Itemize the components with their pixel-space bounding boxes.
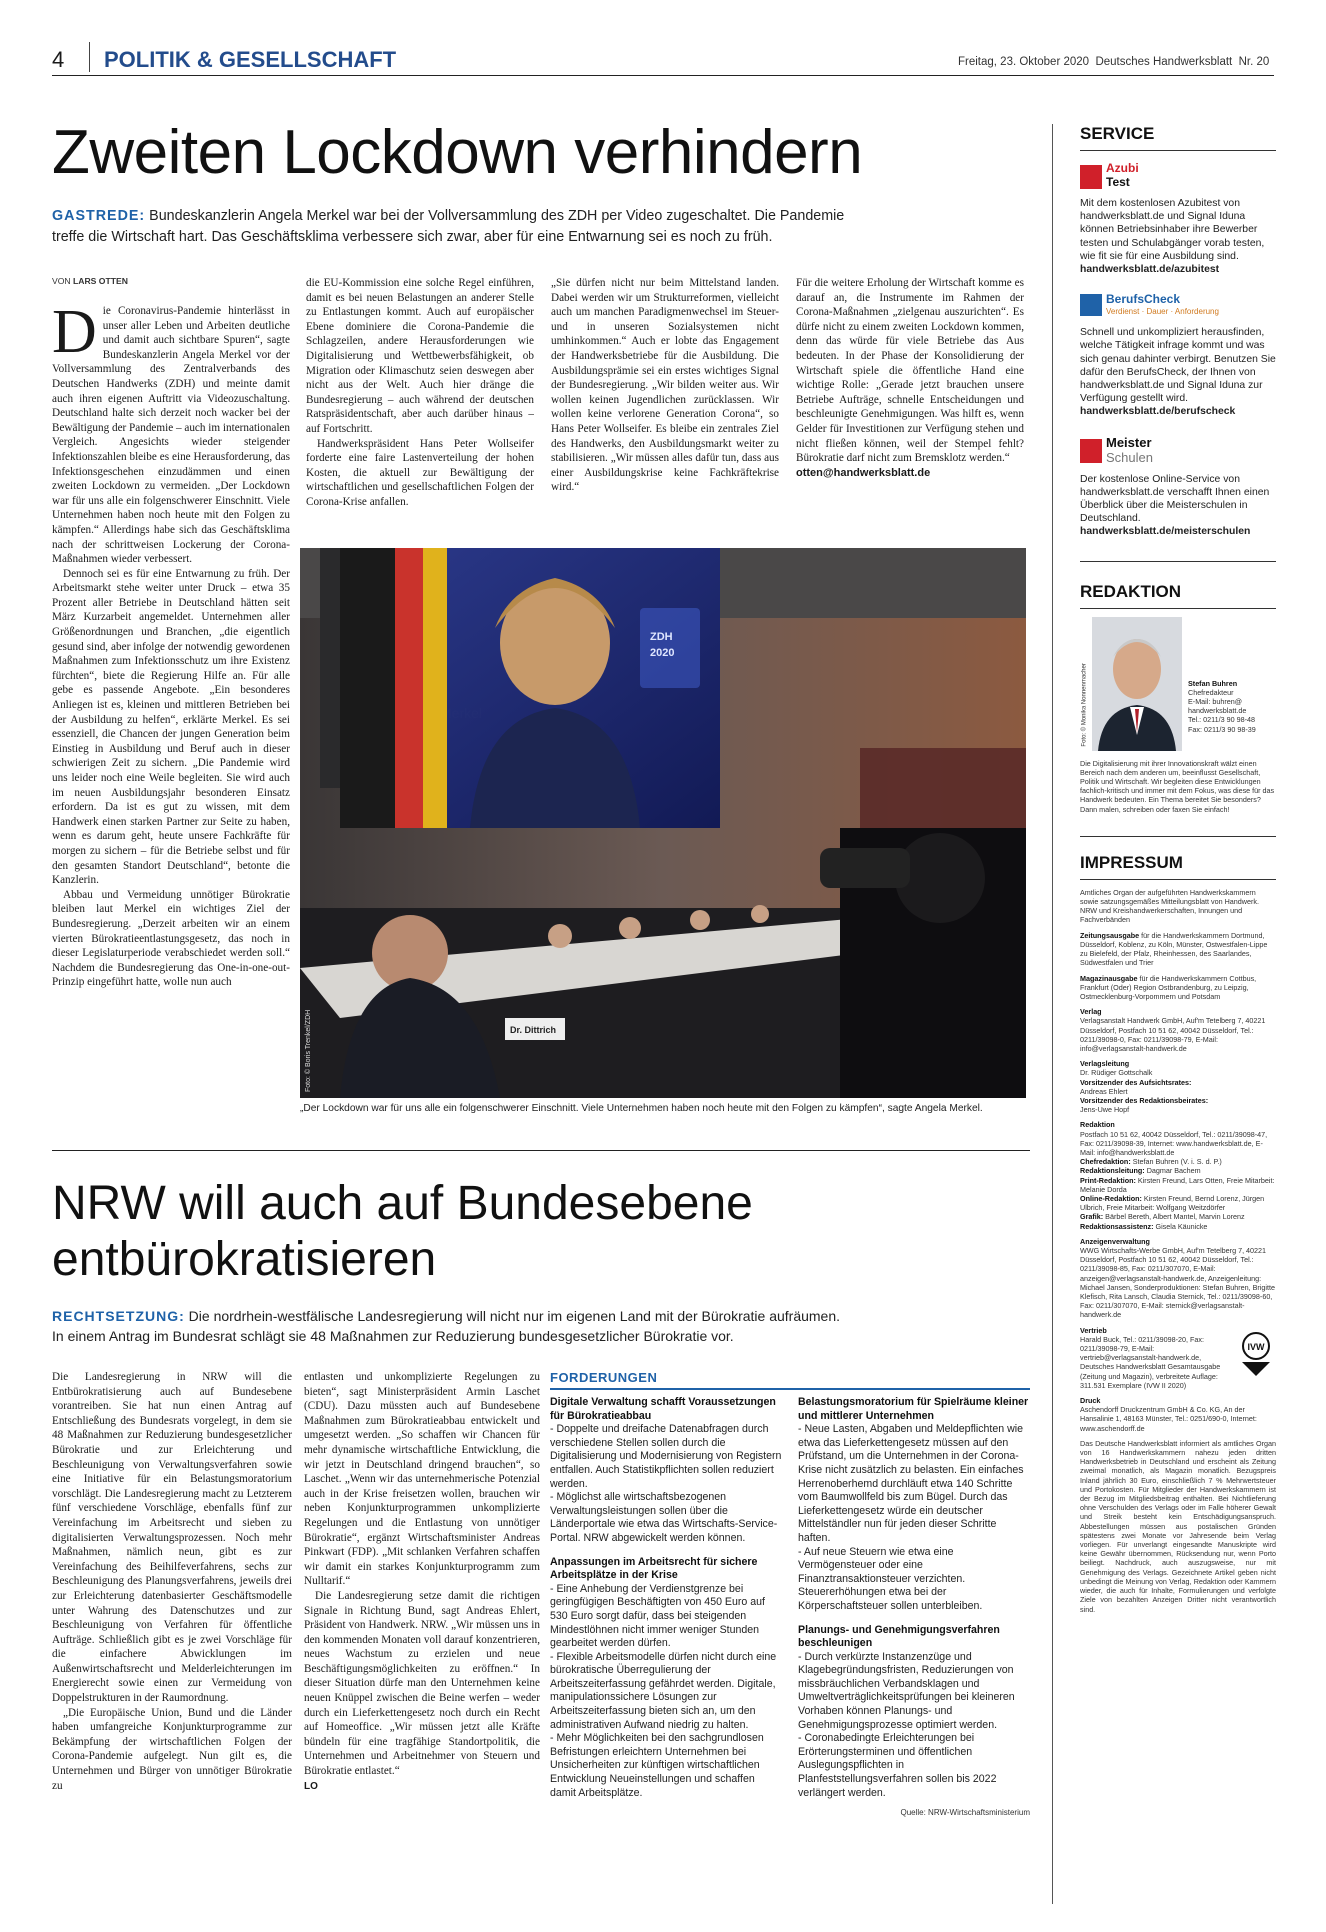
article2-col1-p2: „Die Europäische Union, Bund und die Länder haben umfangreiche Konjunkturprogramme zur Bekämpfung der wirtschaftlichen Folgen der Corona-Pandemie aufgelegt. Nun gilt es, die Unternehmen und Bürger von unnötiger Bürokratie zu	[52, 1706, 292, 1792]
azubi-logo-text1: Azubi	[1106, 161, 1139, 175]
forderungen-title: FORDERUNGEN	[550, 1370, 1030, 1390]
service-rule	[1080, 150, 1276, 151]
imp-beirat	[1080, 1096, 1276, 1114]
article1-col2-p1: die EU-Kommission eine solche Regel einführen, damit es bei neuen Belastungen an anderer Stelle zu Entlastungen kommt. Auch auf europäischer Ebene dominiere die Corona-Pandemie die Schlagzeilen, andere Herausforderungen wie Digitalisierung und Wettbewerbsfähigkeit, ob Migration oder Klimaschutz seien deswegen aber nicht aus der Welt. Auch hier dränge die Bundesregierung – auch während der deutschen Ratspräsidentschaft, aber auch darüber hinaus – auf Fortschritt.	[306, 277, 534, 435]
article1-col1-p2: Dennoch sei es für eine Entwarnung zu früh. Der Arbeitsmarkt stehe weiter unter Druck – etwa 35 Prozent aller Betriebe in Deutschland hätten seit März Kurzarbeit angemeldet. Unternehmen aller Größenordnungen und Branchen, „die eigentlich gesund sind, aber infolge der notwendig gewordenen Maßnahmen zum Infektionsschutz um ihre Existenz fürchten“, biete die Regierung Hilfe an. Für alle gebe es passende Angebote. „Ein besonderes Anliegen ist es, kleinen und mittleren Betrieben bei der Ausbildung zu helfen“, erklärte Merkel. Es sei essenziell, die Chancen der jungen Generation beim Einstieg in Ausbildung und Beruf auch in dieser schwierigen Zeit zu sichern. „Die Pandemie wird uns leider noch eine Weile begleiten. Sie wird auch im neuen Ausbildungsjahr besonderen Einsatz erfordern. Da ist es gut zu wissen, mit dem Handwerk einen starken Partner zur Seite zu haben, wenn es darum geht, heute unsere Fachkräfte für morgen zu sichern – für die Betriebe selbst und für den gesamten Standort Deutschland“, betonte die Kanzlerin.	[52, 567, 290, 887]
article1-col4-p1: Für die weitere Erholung der Wirtschaft komme es darauf an, die Instrumente im Rahmen der Corona-Maßnahmen „zielgenau auszurichten“. Es dürfe nicht zu einem zweiten Lockdown kommen, denn das würde für viele Betriebe das Aus bedeuten. In der Phase der Konsolidierung der Wirtschaft spiele die öffentliche Hand eine wichtige Rolle: „Gerade jetzt brauchen unsere Betriebe Aufträge, schnelle Entscheidungen und beschleunigte Genehmigungen. Was hilft es, wenn Gelder für Investitionen zur Verfügung stehen und nicht fließen können, weil der Stempel fehlt? Bürokratie darf nicht zum Bremsklotz werden.“	[796, 277, 1024, 465]
berufs-logo	[1080, 292, 1276, 322]
imp-chef-h: Chefredaktion:	[1080, 1157, 1131, 1167]
imp-intro: Amtliches Organ der aufgeführten Handwerkskammern sowie satzungsgemäßes Mitteilungsblatt von Handwerk. NRW und Kreishandwerkerschaften, Innungen und Fachverbänden	[1080, 887, 1259, 925]
right-bullet-2: - Auf neue Steuern wie etwa eine Vermögensteuer oder eine Finanztransaktionsteuer verzichten. Steuererhöhungen etwa bei der Körperschaftsteuer sollen unterbleiben.	[798, 1545, 983, 1612]
right-bullet-3: - Durch verkürzte Instanzenzüge und Klagebegründungsfristen, Reduzierungen von missbräuchlichen Verbandsklagen und Umweltverträglichkeitsprüfungen bei kleineren Vorhaben können Planungs- und Genehmigungsprozesse optimiert werden.	[798, 1650, 1015, 1731]
imp-verlag	[1080, 1007, 1276, 1053]
imp-leitung-h: Verlagsleitung	[1080, 1059, 1130, 1069]
imp-chef	[1080, 1157, 1276, 1166]
article1-col2-p2: Handwerkspräsident Hans Peter Wollseifer forderte eine faire Lastenverteilung der hohen Kosten, die aktuell zur Bewältigung der wirtschaftlichen und gesellschaftlichen Folgen der Corona-Krise anfallen.	[306, 437, 534, 508]
screen-logo-2: 2020	[650, 647, 675, 659]
article2-kicker: RECHTSETZUNG:	[52, 1308, 185, 1324]
editor-tel: Tel.: 0211/3 90 98-48	[1188, 715, 1255, 725]
article2-col2	[304, 1370, 540, 1900]
sidebar-divider	[1052, 124, 1053, 1904]
editor-info	[1188, 679, 1276, 734]
imp-druck	[1080, 1396, 1276, 1433]
page-number: 4	[52, 47, 65, 72]
left-bullet-3: - Eine Anhebung der Verdienstgrenze bei geringfügigen Beschäftigten von 450 Euro auf 530 Euro sorgt dafür, dass bei steigenden Mindestlöhnen nicht immer weniger Stunden gearbeitet werden dürfen.	[550, 1582, 765, 1650]
imp-ver-h: Vertrieb	[1080, 1325, 1107, 1335]
author-email[interactable]: otten@handwerksblatt.de	[796, 466, 931, 479]
article1-col3	[551, 276, 779, 538]
imp-red-text: Postfach 10 51 62, 40042 Düsseldorf, Tel.: 0211/39098-47, Fax: 0211/39098-39, Internet: www.handwerksblatt.de, E-Mail: info@handwerksblatt.de	[1080, 1129, 1268, 1157]
imp-beirat-text: Jens-Uwe Hopf	[1080, 1105, 1130, 1115]
lead-kicker: GASTREDE:	[52, 208, 146, 224]
meister-logo-text2: Schulen	[1106, 449, 1153, 465]
imp-druck-h: Druck	[1080, 1396, 1101, 1406]
imp-mag-h: Magazinausgabe	[1080, 973, 1138, 983]
article2-headline-line2: entbürokratisieren	[52, 1233, 437, 1286]
article2-headline-line1: NRW will auch auf Bundesebene	[52, 1177, 753, 1230]
editor-role: Chefredakteur	[1188, 687, 1234, 697]
lead-line2: treffe die Wirtschaft hart. Das Geschäftsklima verbessere sich zwar, aber für eine Entwarnung sei es noch zu früh.	[52, 229, 773, 245]
article2-col1-p1: Die Landesregierung in NRW will die Entbürokratisierung auch auf Bundesebene vorantreiben. Sie hat nun einen Antrag auf Entschließung des Bundesrats vorgelegt, in dem sie 48 Maßnahmen zur Reduzierung bundesgesetzlicher Bürokratie und zur Erleichterung und Beschleunigung von Verwaltungsverfahren sowie eine Initiative für ein Belastungsmoratorium vorschlägt. Die Landesregierung macht zu Letzterem fünf verschiedene Vorschläge, ebenfalls fünf zur Vereinfachung im Arbeitsrecht und sieben zu digitalisierten Verwaltungsprozessen. Noch mehr Maßnahmen, nämlich neun, gibt es zur Vereinfachung des Beihilfeverfahrens, sechs zur Beschleunigung des Planungsverfahrens, jeweils drei zur Erleichterung datenbasierter Geschäftsmodelle unter Wahrung des Datenschutzes und zur Beschleunigung von Verfahren für öffentliche Aufträge. Schließlich gibt es je zwei Vorschläge für die einfachere Abwicklungen im Außenwirtschaftsrecht und Melderleichterungen im Energierecht sowie einen zur Vermeidung von Doppelstrukturen in der Raumordnung.	[52, 1371, 292, 1705]
redaktion-rule-top	[1080, 561, 1276, 562]
ivw-icon	[1236, 1332, 1276, 1376]
berufs-logo-text1: BerufsCheck	[1106, 292, 1181, 307]
left-bullet-1: - Doppelte und dreifache Datenabfragen durch verschiedene Stellen sollen durch die Digitalisierung und Modernisierung von Registern entfallen. Auch Statistikpflichten sollen reduziert werden.	[550, 1423, 782, 1490]
article1-col1-p3: Abbau und Vermeidung unnötiger Bürokratie bleiben laut Merkel ein wichtiges Ziel der Bundesregierung. „Derzeit arbeiten wir an einem vierten Bürokratieentlastungsgesetz, das noch in dieser Legislaturperiode verabschiedet werden soll.“ Nachdem die Bundesregierung das One-in-one-out-Prinzip eingeführt hatte, wolle nun auch	[52, 888, 290, 989]
imp-aufs-h: Vorsitzender des Aufsichtsrates:	[1080, 1077, 1192, 1087]
article1-col2	[306, 276, 534, 538]
meister-link[interactable]: handwerksblatt.de/meisterschulen	[1080, 526, 1251, 538]
editor-photo-credit: Foto: © Monika Nonnenmacher	[1081, 662, 1088, 747]
imp-rl	[1080, 1166, 1276, 1175]
imp-verlag-text: Verlagsanstalt Handwerk GmbH, Auf'm Tetelberg 7, 40221 Düsseldorf, Postfach 10 51 62, 40042 Düsseldorf, Tel.: 0211/39098-0, Fax: 0211/39098-79, E-Mail: info@verlagsanstalt-handwerk.de	[1080, 1016, 1266, 1053]
azubi-logo-text2: Test	[1106, 175, 1130, 189]
berufs-logo-icon	[1080, 294, 1102, 316]
imp-ass-text: Gisela Käunicke	[1153, 1221, 1208, 1231]
section-title: POLITIK & GESELLSCHAFT	[104, 47, 397, 72]
article1-headline: Zweiten Lockdown verhindern	[52, 118, 863, 187]
imp-grafik	[1080, 1212, 1276, 1221]
ivw-badge	[1236, 1332, 1276, 1376]
left-heading-1: Digitale Verwaltung schafft Voraussetzungen für Bürokratieabbau	[550, 1396, 776, 1422]
left-bullet-5: - Mehr Möglichkeiten bei den sachgrundlosen Befristungen erleichtern Unternehmen bei Unsicherheiten zur künftigen wirtschaftlichen Entwicklung Neueinstellungen und schaffen damit Arbeitsplätze.	[550, 1732, 764, 1799]
box-source: Quelle: NRW-Wirtschaftsministerium	[900, 1808, 1030, 1818]
impressum-rule-top	[1080, 836, 1276, 837]
editor-name: Stefan Buhren	[1188, 678, 1238, 688]
azubi-text: Mit dem kostenlosen Azubitest von handwerksblatt.de und Signal Iduna können Betriebsinhaber ihre Bewerber testen und Schulabgänger vorab testen, wie fit sie für eine Ausbildung sind.	[1080, 198, 1265, 262]
article1-photo	[300, 548, 1026, 1098]
editor-note: Die Digitalisierung mit ihrer Innovationskraft wälzt einen Bereich nach dem anderen um, beeinflusst Gesellschaft, Politik und Wirtschaft. Wir begleiten diese Entwicklungen fachlich-kritisch und immer mit dem Fokus, was diese für das Handwerk bedeuten. Ein Thema bereitet Sie besonders? Dann malen, schreiben oder faxen Sie einfach!	[1080, 758, 1275, 814]
issue-meta: Freitag, 23. Oktober 2020 Deutsches Handwerksblatt Nr. 20	[958, 56, 1270, 68]
impressum-body	[1080, 888, 1276, 1614]
imp-final: Das Deutsche Handwerksblatt informiert als amtliches Organ von 16 Handwerkskammern nahezu jeden dritten Handwerksbetrieb in Deutschland und erscheint als Zeitung zweimal monatlich, als Magazin monatlich. Bezugspreis Inland jährlich 30 Euro, einschließlich 7 % Mehrwertsteuer und Portokosten. Für Mitglieder der Handwerkskammern ist der Bezug im Mitgliedsbeitrag enthalten. Bei Nichtlieferung ohne Verschulden des Verlags oder im Falle höherer Gewalt und Streik besteht kein Entschädigungsanspruch. Abbestellungen müssen aus postalischen Gründen spätestens zwei Monate vor Jahresende beim Verlag vorliegen. Für unverlangt eingesandte Manuskripte wird keine Gewähr übernommen, Rücksendung nur, wenn Porto beiliegt. Nachdruck, auch auszugsweise, nur mit Genehmigung des Verlags. Gezeichnete Artikel geben nicht unbedingt die Meinung von Verlag, Redaktion oder Kammern wieder, die auch für Inhalte, Formulierungen und verfolgte Ziele von bezahlten Anzeigen Dritter nicht verantwortlich sind.	[1080, 1438, 1276, 1614]
article2-signature: LO	[304, 1780, 318, 1792]
article2-lead-line2: In einem Antrag im Bundesrat schlägt sie 48 Maßnahmen zur Reduzierung bundesgesetzlicher Bürokratie vor.	[52, 1328, 734, 1344]
imp-rl-text: Dagmar Bachem	[1144, 1166, 1201, 1176]
imp-beirat-h: Vorsitzender des Redaktionsbeirates:	[1080, 1095, 1209, 1105]
lead-line1: Bundeskanzlerin Angela Merkel war bei der Vollversammlung des ZDH per Video zugeschaltet. Die Pandemie	[145, 208, 845, 224]
imp-vertrieb	[1080, 1326, 1276, 1390]
imp-anzeigen	[1080, 1237, 1276, 1320]
right-heading-1: Belastungsmoratorium für Spielräume kleiner und mittlerer Unternehmen	[798, 1396, 1029, 1422]
imp-print	[1080, 1176, 1276, 1194]
redaktion-title: REDAKTION	[1080, 581, 1182, 601]
imp-druck-text: Aschendorff Druckzentrum GmbH & Co. KG, An der Hansalinie 1, 48163 Münster, Tel.: 0251/690-0, Internet: www.aschendorff.de	[1080, 1405, 1257, 1433]
berufs-text: Schnell und unkompliziert herausfinden, welche Tätigkeit infrage kommt und was sich genau dahinter verbirgt. Benutzen Sie dafür den BerufsCheck, der Ihnen von handwerksblatt.de und Signal Iduna zur Verfügung gestellt wird.	[1080, 327, 1276, 405]
byline-name: LARS OTTEN	[73, 276, 128, 286]
left-heading-2: Anpassungen im Arbeitsrecht für sichere Arbeitsplätze in der Krise	[550, 1555, 758, 1582]
article2-headline	[52, 1176, 753, 1288]
imp-leitung-text: Dr. Rüdiger Gottschalk	[1080, 1068, 1153, 1078]
imp-grafik-h: Grafik:	[1080, 1212, 1104, 1222]
article2-col1	[52, 1370, 292, 1900]
impressum-title: IMPRESSUM	[1080, 852, 1183, 872]
impressum-rule	[1080, 879, 1276, 880]
article1-col1	[52, 304, 290, 1138]
photo-credit: Foto: © Boris Trenkel/ZDH	[305, 1009, 312, 1092]
article2-lead	[52, 1306, 1032, 1346]
imp-ver-text: Harald Buck, Tel.: 0211/39098-20, Fax: 0211/39098-79, E-Mail: vertrieb@verlagsanstalt-handwerk.de, Deutsches Handwerksblatt Gesamtausgabe (Zeitung und Magazin), verbreitete Auflage: 311.531 Exemplare (IVW II 2020)	[1080, 1334, 1221, 1390]
right-bullet-4: - Coronabedingte Erleichterungen bei Erörterungsterminen und öffentlichen Auslegungspflichten in Planfeststellungsverfahren sollen bis 2022 verlängert werden.	[798, 1732, 997, 1799]
article1-col4	[796, 276, 1024, 538]
berufs-link[interactable]: handwerksblatt.de/berufscheck	[1080, 406, 1236, 418]
imp-online	[1080, 1194, 1276, 1212]
imp-red-h: Redaktion	[1080, 1120, 1115, 1130]
forderungen-left	[550, 1396, 782, 1800]
imp-magazin	[1080, 974, 1276, 1002]
header-divider	[89, 42, 90, 72]
article1-lead	[52, 206, 1032, 248]
imp-aufs-text: Andreas Ehlert	[1080, 1086, 1128, 1096]
right-bullet-1: - Neue Lasten, Abgaben und Meldepflichten wie etwa das Lieferkettengesetz müssen auf den Prüfstand, um die Unternehmen in der Corona-Krise nicht zusätzlich zu belasten. Ein einfaches Herrenoberhemd durchläuft etwa 140 Schritte vom Baumwollfeld bis zum Bügel. Durch das Lieferkettengesetz würde ein deutscher Mittelständler nun für jeden dieser Schritte haften.	[798, 1423, 1024, 1544]
editor-photo	[1092, 617, 1182, 751]
imp-grafik-text: Bärbel Bereth, Albert Mantel, Marvin Lorenz	[1103, 1212, 1245, 1222]
imp-zeitung	[1080, 931, 1276, 968]
berufs-logo-text2: Verdienst · Dauer · Anforderung	[1106, 307, 1219, 317]
forderungen-right	[798, 1396, 1030, 1820]
redaktion-rule	[1080, 608, 1276, 609]
left-bullet-4: - Flexible Arbeitsmodelle dürfen nicht durch eine bürokratische Überregulierung der Arbeitszeiterfassung gefährdet werden. Digitale, manipulationssichere Lösungen zur Arbeitszeiterfassung bieten sich an, um den administrativen Aufwand niedrig zu halten.	[550, 1650, 777, 1731]
editor-fax: Fax: 0211/3 90 98-39	[1188, 724, 1256, 734]
azubi-link[interactable]: handwerksblatt.de/azubitest	[1080, 264, 1220, 276]
imp-online-h: Online-Redaktion:	[1080, 1193, 1142, 1203]
imp-verlag-h: Verlag	[1080, 1007, 1102, 1017]
article1-col3-p1: „Sie dürfen nicht nur beim Mittelstand landen. Dabei werden wir um Strukturreformen, vielleicht auch um manchen Paradigmenwechsel im Steuer- und in unseren Sozialsystemen nicht umhinkommen.“ Auch er lobte das Engagement der Handwerksbetriebe für die Ausbildung. Die Ausbildungsprämie sei ein erstes wichtiges Signal der Bundesregierung. „Wir bilden weiter aus. Wir wollen keinen Jugendlichen zurücklassen. Wir wollen keine verlorene Generation Corona“, so Hans Peter Wollseifer. Es bleibe ein zentrales Ziel des Handwerks, den Ausbildungsmarkt weiter zu stabilisieren. „Wir müssen alles dafür tun, dass aus einer Ausbildungskrise keine Fachkräftekrise wird.“	[551, 277, 779, 494]
dropcap: D	[52, 304, 97, 366]
article1-col1-p1: ie Coronavirus-Pandemie hinterlässt in unser aller Leben und Arbeiten deutliche und damit auch sichtbare Spuren“, sagte Bundeskanzlerin Angela Merkel vor der Vollversammlung des Zentralverbands des Deutschen Handwerks (ZDH) und meinte damit auch ihren eigenen Auftritt via Videozuschaltung. Deutschland halte sich derzeit noch wacker bei der Bewältigung der Pandemie – auch im internationalen Vergleich. Angesichts wieder steigender Infektionszahlen bleibe es eine Herausforderung, das Infektionsgeschehen einzudämmen und einen zweiten Lockdown zu vermeiden. „Der Lockdown war für uns alle ein folgenschwerer Einschnitt. Viele Unternehmen haben noch heute mit den Folgen zu kämpfen.“ Allerdings habe sich das Geschäftsklima nach der schrittweisen Lockerung der Corona-Maßnahmen wieder verbessert.	[52, 305, 290, 566]
imp-print-h: Print-Redaktion:	[1080, 1175, 1136, 1185]
header-rule	[52, 75, 1274, 76]
article2-col2-p2: Die Landesregierung setze damit die richtigen Signale in Richtung Bund, sagt Andreas Ehlert, Präsident von Handwerk. NRW. „Wir müssen uns in den kommenden Monaten voll darauf konzentrieren, neues Wachstum zu erzielen und neue Beschäftigungsmöglichkeiten zu eröffnen.“ In dieser Situation dürfe man den Unternehmen keine neuen Knüppel zwischen die Beine werfen – weder durch ein Lieferkettengesetz noch durch ein Recht auf Homeoffice. „Wir müssen jetzt alle Kräfte bündeln für eine tragfähige Standortpolitik, die Unternehmen und Arbeitnehmer von Steuern und Bürokratie entlastet.“	[304, 1589, 540, 1778]
article2-lead-line1: Die nordrhein-westfälische Landesregierung will nicht nur im eigenen Land mit der Bürokratie aufräumen.	[184, 1308, 841, 1324]
imp-assistenz	[1080, 1222, 1276, 1231]
imp-ass-h: Redaktionsassistenz:	[1080, 1221, 1154, 1231]
imp-print-text: Kirsten Freund, Lars Otten, Freie Mitarbeit: Melanie Dorda	[1080, 1175, 1275, 1194]
meister-logo	[1080, 435, 1276, 469]
screen-logo-1: ZDH	[650, 631, 673, 643]
byline-prefix: VON	[52, 276, 74, 286]
editor-block	[1080, 617, 1276, 757]
imp-leitung	[1080, 1059, 1276, 1077]
conference-photo-illustration	[300, 548, 1026, 1098]
imp-chef-text: Stefan Buhren (V. i. S. d. P.)	[1130, 1157, 1222, 1167]
editor-portrait	[1092, 617, 1182, 751]
imp-zeit-h: Zeitungsausgabe	[1080, 930, 1140, 940]
service-title: SERVICE	[1080, 124, 1155, 143]
meister-logo-text1: Meister	[1106, 434, 1152, 450]
screen-name	[440, 705, 482, 721]
imp-zeit: für die Handwerkskammern Dortmund, Düsseldorf, Koblenz, zu Köln, Münster, Ostwestfalen-Lippe zu Bielefeld, der Pfalz, Rheinhessen, des Saarlandes, Südwestfalen und Trier	[1080, 930, 1268, 968]
imp-mag: für die Handwerkskammern Cottbus, Frankfurt (Oder) Region Ostbrandenburg, zu Leipzig, Ostmecklenburg-Vorpommern und Potsdam	[1080, 973, 1257, 1001]
article-divider	[52, 1150, 1030, 1151]
nameplate: Dr. Dittrich	[510, 1025, 557, 1035]
byline	[52, 276, 128, 286]
imp-rl-h: Redaktionsleitung:	[1080, 1166, 1145, 1176]
sidebar	[1080, 124, 1276, 1614]
imp-anz-h: Anzeigenverwaltung	[1080, 1236, 1150, 1246]
editor-email[interactable]: E-Mail: buhren@ handwerksblatt.de	[1188, 697, 1247, 716]
left-bullet-2: - Möglichst alle wirtschaftsbezogenen Verwaltungsleistungen sollen über die Länderportale wie etwa das Wirtschafts-Service-Portal. NRW abgewickelt werden können.	[550, 1491, 778, 1544]
ivw-label: IVW	[1247, 1341, 1265, 1352]
imp-redaktion	[1080, 1120, 1276, 1157]
azubi-logo-icon	[1080, 165, 1102, 189]
imp-aufsicht	[1080, 1078, 1276, 1096]
article2-col2-p1: entlasten und unkomplizierte Regelungen zu bieten“, sagt Ministerpräsident Armin Laschet (CDU). Dazu müssten auch auf Bundesebene Maßnahmen zum Bürokratieabbau entwickelt und umgesetzt werden. „So schaffen wir Chancen für mehr dynamische wirtschaftliche Entwicklung, die wir jetzt in Deutschland dringend brauchen“, so Laschet. „Wenn wir das unternehmerische Potenzial auch in der Krise freisetzen wollen, brauchen wir neben Konjunkturprogrammen unkomplizierte Regelungen und die Entlastung von unnötiger Bürokratie“, ergänzt Wirtschaftsminister Andreas Pinkwart (FDP). „Mit schlanken Verfahren schaffen wir damit ein starkes Konjunkturprogramm zum Nulltarif.“	[304, 1371, 540, 1588]
imp-anz-text: WWG Wirtschafts-Werbe GmbH, Auf'm Tetelberg 7, 40221 Düsseldorf, Postfach 10 51 62, 40042 Düsseldorf, Tel.: 0211/39098-85, Fax: 0211/307070, E-Mail: anzeigen@verlagsanstalt-handwerk.de, Anzeigenleitung: Michael Jansen, Sonderproduktionen: Stefan Buhren, Brigitte Klefisch, Rita Lansch, Claudia Sternick, Tel.: 0211/39098-60, Fax: 0211/307070, E-Mail: sternick@verlagsanstalt-handwerk.de	[1080, 1245, 1275, 1320]
photo-caption: „Der Lockdown war für uns alle ein folgenschwerer Einschnitt. Viele Unternehmen haben noch heute mit den Folgen zu kämpfen“, sagte Angela Merkel.	[300, 1103, 983, 1114]
meister-text: Der kostenlose Online-Service von handwerksblatt.de verschafft Ihnen einen Überblick über die Meisterschulen in Deutschland.	[1080, 473, 1270, 525]
imp-online-text: Kirsten Freund, Bernd Lorenz, Jürgen Ulbrich, Freie Mitarbeit: Wolfgang Weitzdörfer	[1080, 1193, 1265, 1213]
meister-logo-icon	[1080, 439, 1102, 463]
azubi-logo	[1080, 159, 1276, 193]
right-heading-2: Planungs- und Genehmigungsverfahren beschleunigen	[798, 1623, 1000, 1650]
forderungen-box	[550, 1370, 1030, 1900]
